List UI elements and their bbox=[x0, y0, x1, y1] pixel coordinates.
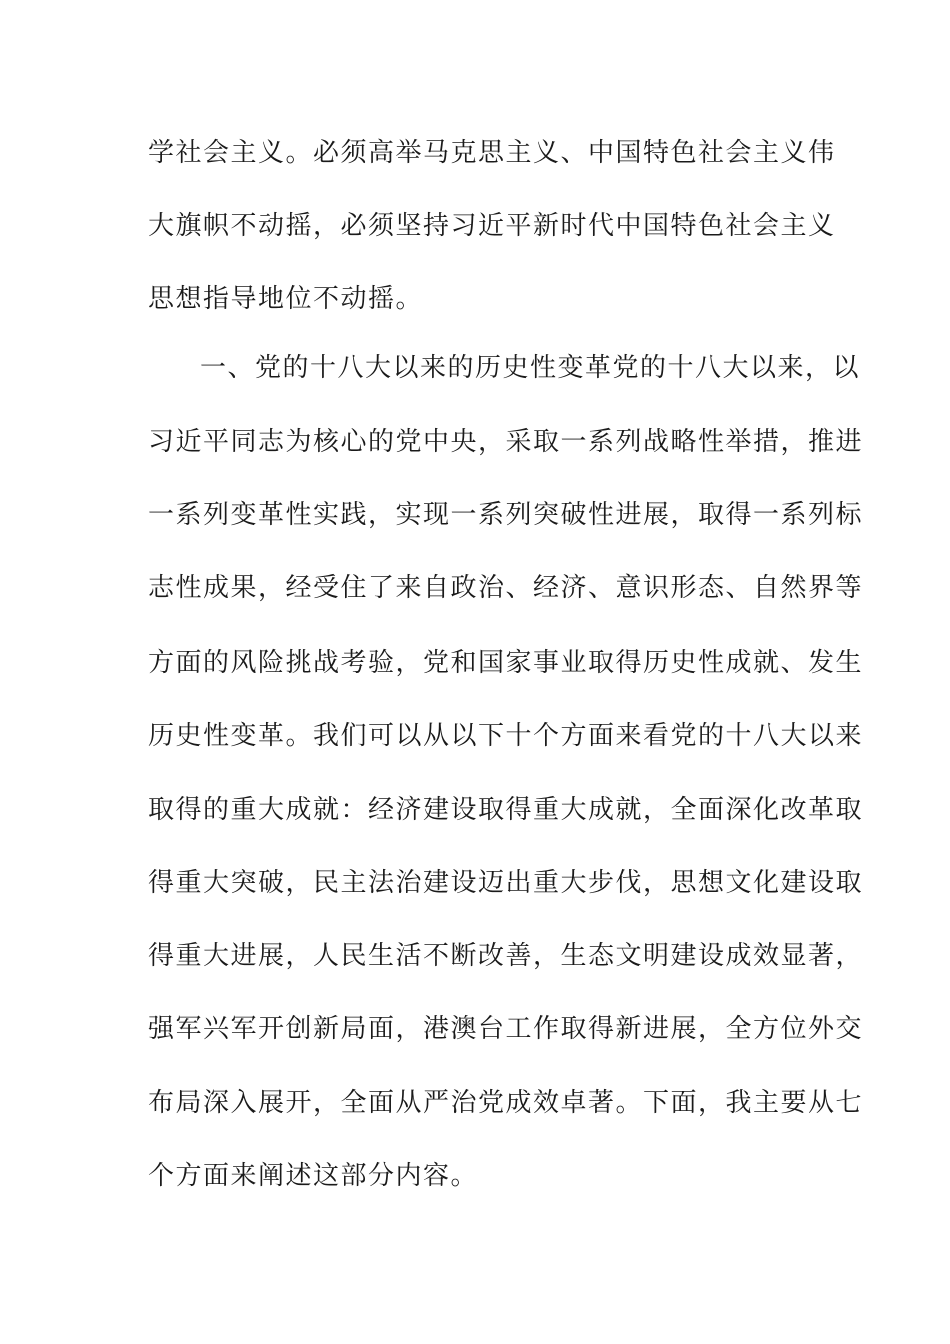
text-line: 一系列变革性实践，实现一系列突破性进展，取得一系列标 bbox=[148, 500, 864, 530]
text-line: 志性成果，经受住了来自政治、经济、意识形态、自然界等 bbox=[148, 573, 864, 603]
text-line: 历史性变革。我们可以从以下十个方面来看党的十八大以来 bbox=[148, 721, 864, 751]
text-line: 强军兴军开创新局面，港澳台工作取得新进展，全方位外交 bbox=[148, 1014, 864, 1044]
text-line: 学社会主义。必须高举马克思主义、中国特色社会主义伟 bbox=[148, 138, 836, 168]
text-line: 取得的重大成就：经济建设取得重大成就，全面深化改革取 bbox=[148, 795, 864, 825]
text-line: 思想指导地位不动摇。 bbox=[148, 284, 424, 314]
text-line: 个方面来阐述这部分内容。 bbox=[148, 1161, 479, 1191]
text-line: 方面的风险挑战考验，党和国家事业取得历史性成就、发生 bbox=[148, 648, 864, 678]
text-line: 得重大突破，民主法治建设迈出重大步伐，思想文化建设取 bbox=[148, 868, 864, 898]
text-line: 习近平同志为核心的党中央，采取一系列战略性举措，推进 bbox=[148, 427, 864, 457]
paragraph-first-line: 一、党的十八大以来的历史性变革党的十八大以来，以 bbox=[200, 353, 861, 383]
text-line: 大旗帜不动摇，必须坚持习近平新时代中国特色社会主义 bbox=[148, 211, 836, 241]
text-line: 得重大进展，人民生活不断改善，生态文明建设成效显著， bbox=[148, 941, 864, 971]
text-line: 布局深入展开，全面从严治党成效卓著。下面，我主要从七 bbox=[148, 1088, 864, 1118]
